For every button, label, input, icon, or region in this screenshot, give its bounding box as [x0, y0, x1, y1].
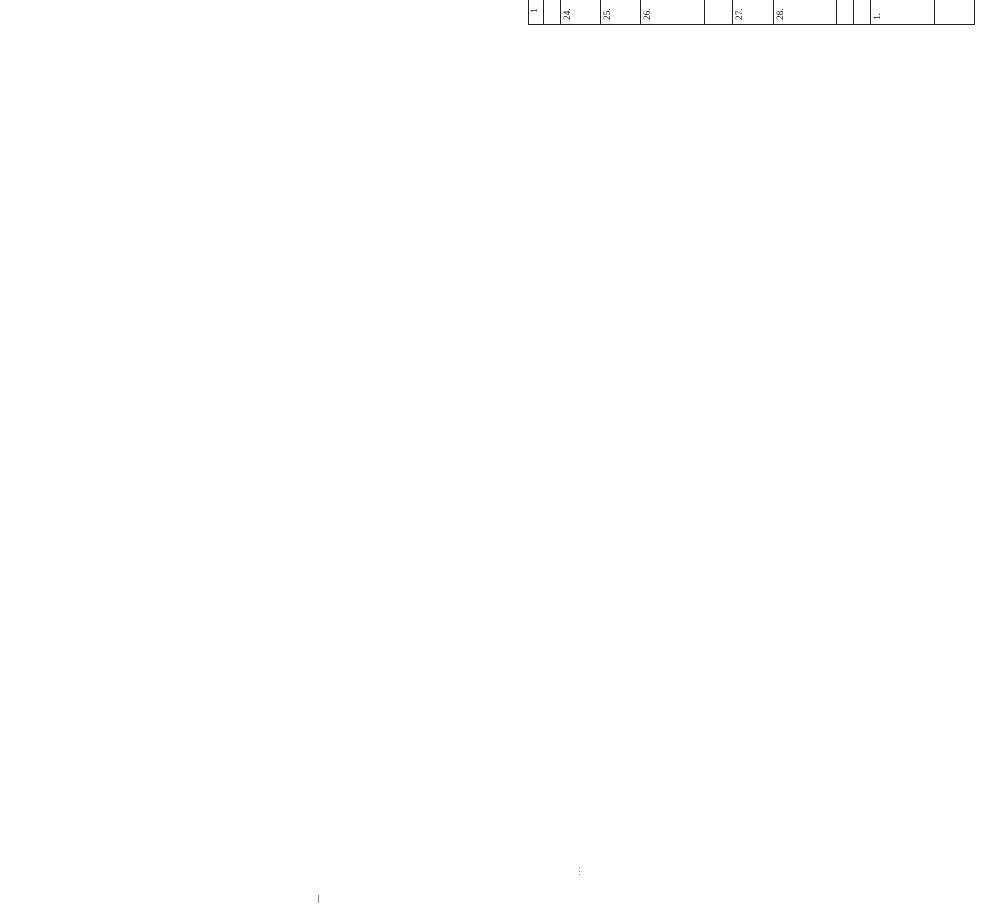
- section-heading: [837, 0, 854, 25]
- table-row: [934, 0, 974, 25]
- row-number: 25.: [600, 0, 640, 25]
- table-row: [641, 0, 705, 25]
- table-row: [733, 0, 773, 25]
- row-number: 28.: [773, 0, 837, 25]
- header-row: [529, 0, 544, 25]
- table-row: [543, 0, 560, 25]
- table-row: [773, 0, 837, 25]
- row-number: 26.: [641, 0, 705, 25]
- header-cell: 1: [529, 0, 544, 25]
- objects-table: [528, 0, 975, 25]
- section-row: [837, 0, 854, 25]
- row-number: 24.: [560, 0, 600, 25]
- scan-tick: [318, 895, 319, 903]
- row-number: 27.: [733, 0, 773, 25]
- table-row: [600, 0, 640, 25]
- section-heading: [704, 0, 733, 25]
- section-row: [854, 0, 871, 25]
- table-row: [560, 0, 600, 25]
- rotated-page: [528, 0, 1006, 25]
- scan-dots: ⋮: [575, 866, 584, 876]
- row-number: [934, 0, 974, 25]
- section-row: [704, 0, 733, 25]
- section-subheading: [854, 0, 871, 25]
- table-row: [870, 0, 934, 25]
- row-number: 1.: [870, 0, 934, 25]
- page-number: [510, 0, 522, 25]
